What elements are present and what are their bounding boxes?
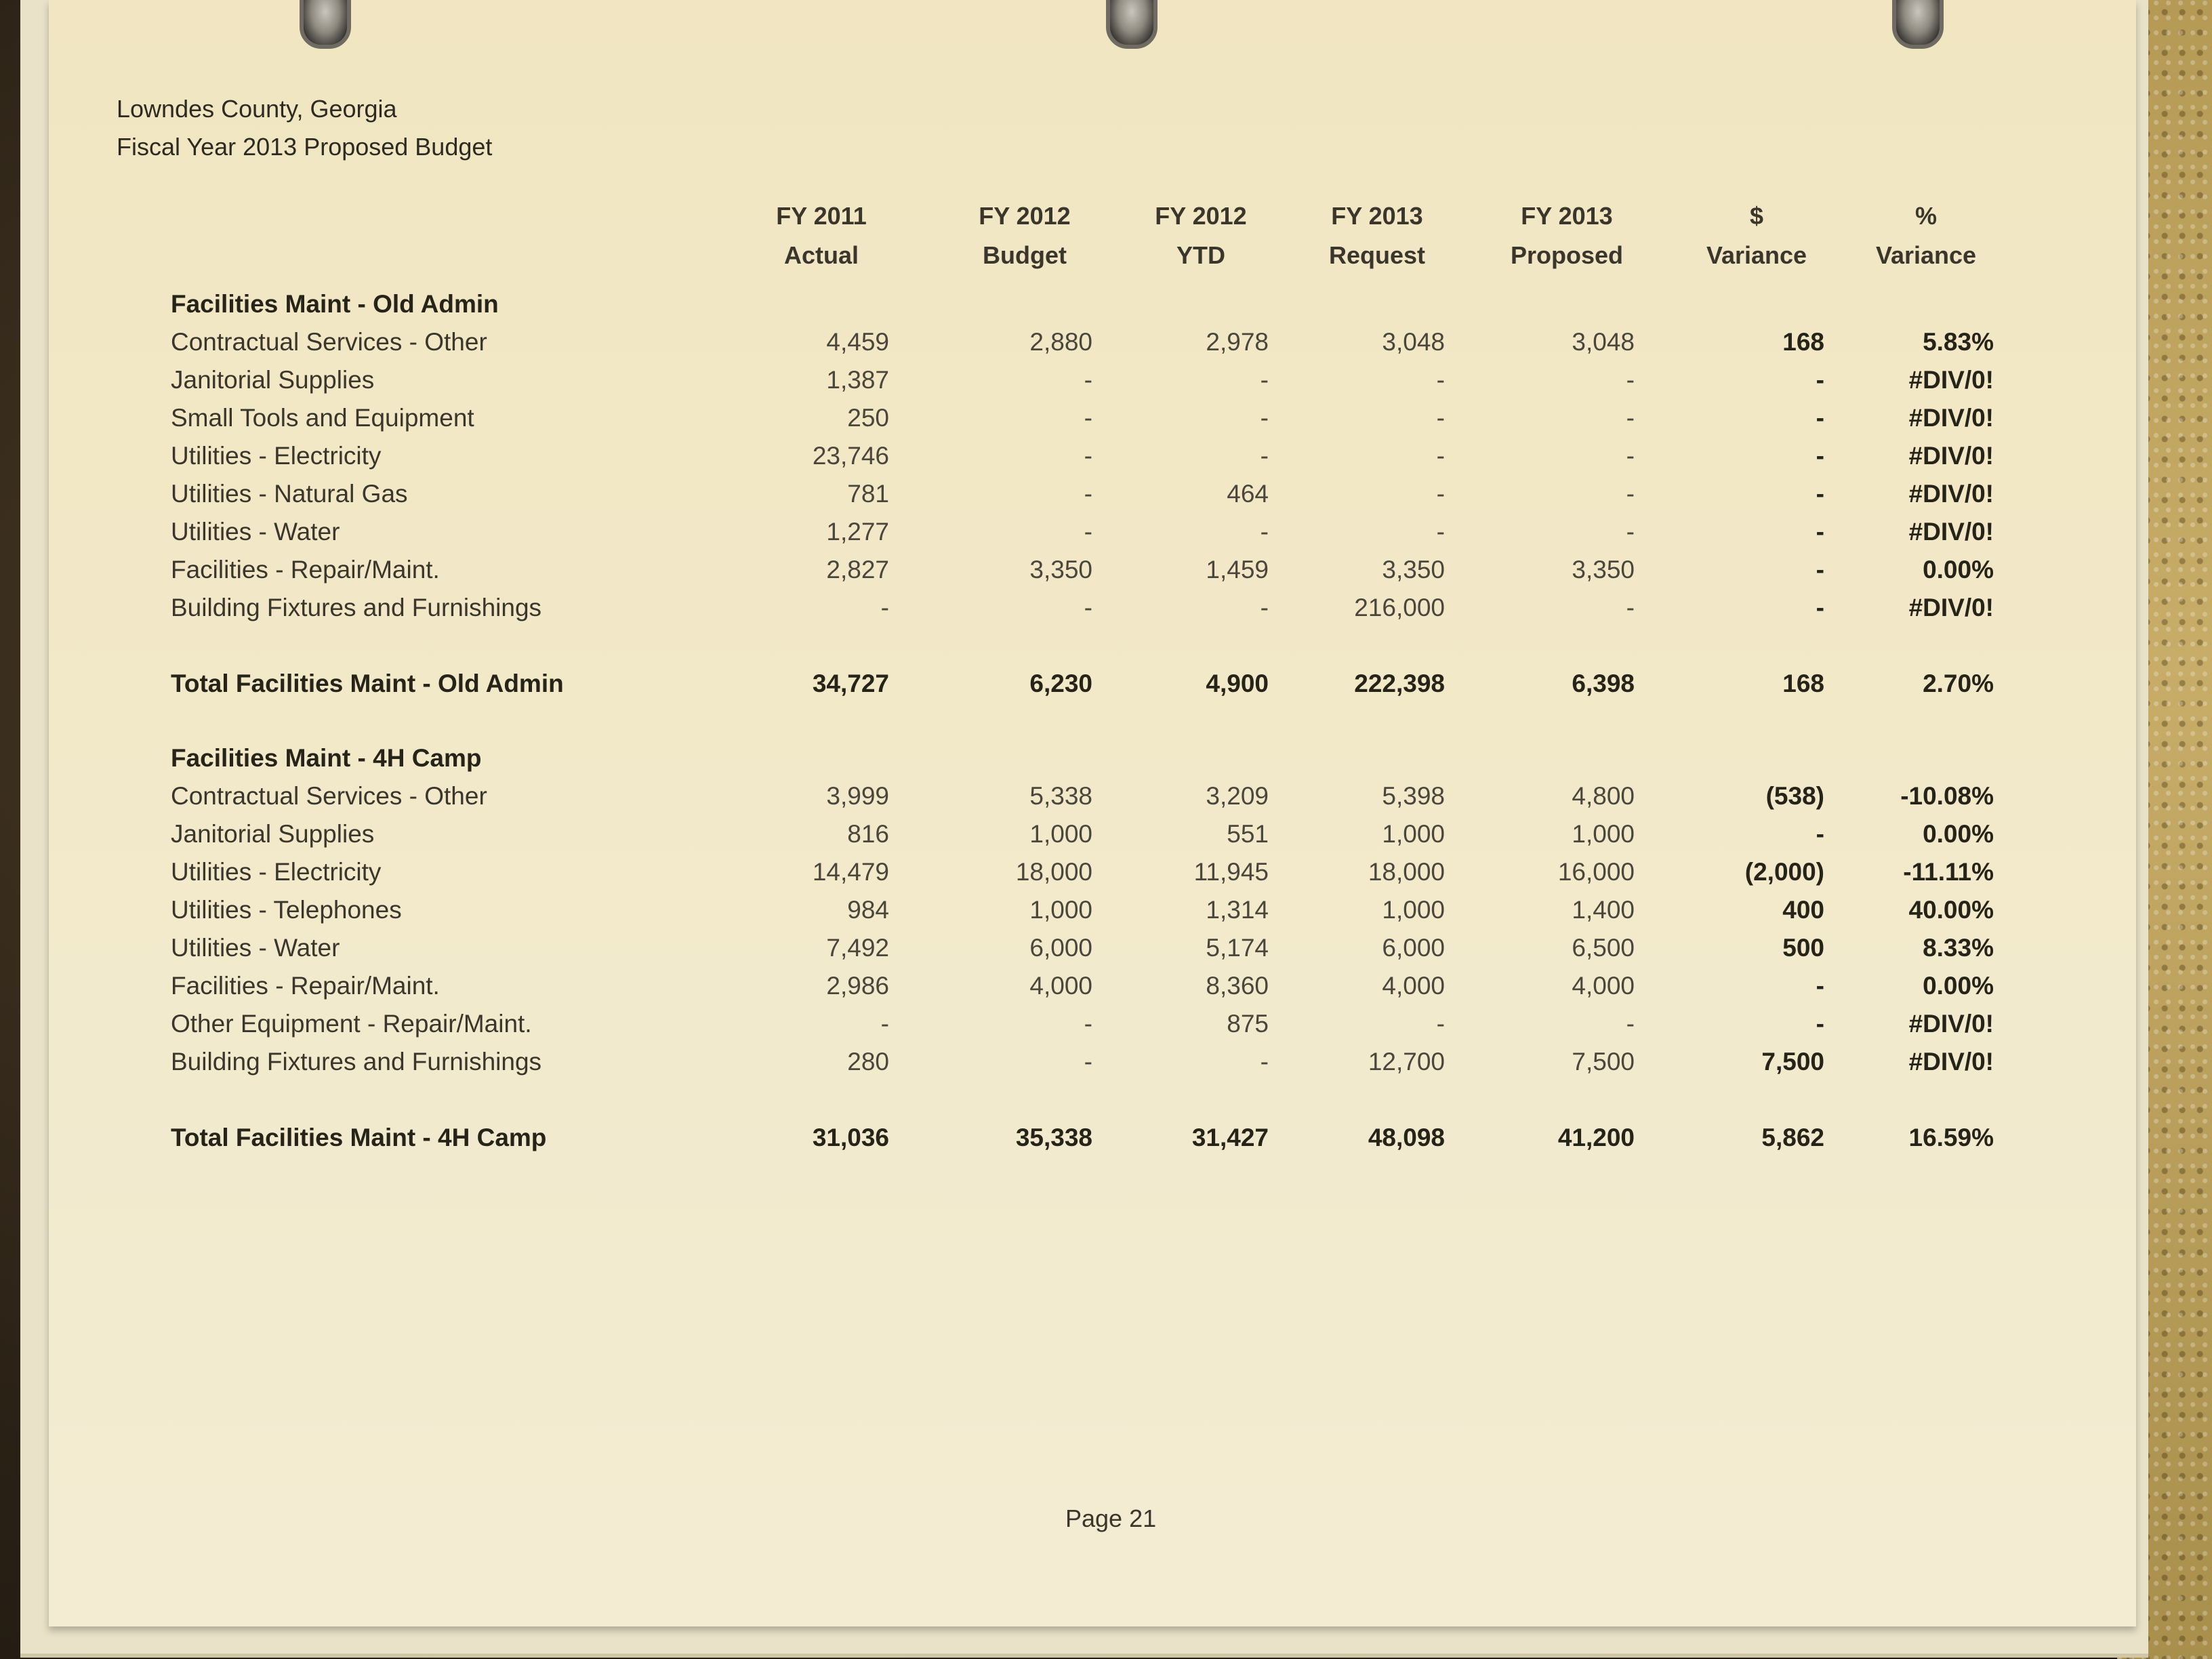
cell-col-3: - (1260, 442, 1269, 470)
cell-col-6: - (1816, 480, 1824, 508)
cell-col-4: 222,398 (1354, 670, 1445, 697)
cell-col-7: #DIV/0! (1908, 366, 1994, 394)
cell-col-6: - (1816, 404, 1824, 432)
cell-col-4: 6,000 (1382, 934, 1445, 962)
cell-col-4: 3,350 (1382, 556, 1445, 583)
row-label: Utilities - Natural Gas (171, 480, 408, 508)
column-header-4-line2: Request (1328, 241, 1426, 269)
cell-col-7: 0.00% (1923, 556, 1994, 583)
cell-col-5: 4,800 (1572, 782, 1635, 810)
cell-col-4: 1,000 (1382, 896, 1445, 924)
cell-col-4: 48,098 (1368, 1124, 1445, 1151)
cell-col-3: - (1260, 404, 1269, 432)
cell-col-2: 2,880 (1029, 328, 1092, 356)
row-label: Other Equipment - Repair/Maint. (171, 1010, 532, 1038)
table-row (49, 1004, 2136, 1044)
table-row (49, 323, 2136, 362)
row-label: Total Facilities Maint - 4H Camp (171, 1124, 547, 1151)
section-header-row (49, 285, 2136, 324)
cell-col-7: 40.00% (1908, 896, 1994, 924)
table-row (49, 1042, 2136, 1082)
column-header-6-line2: Variance (1706, 241, 1807, 269)
cell-col-2: 35,338 (1015, 1124, 1092, 1151)
cell-col-3: 875 (1227, 1010, 1269, 1038)
row-label: Building Fixtures and Furnishings (171, 1048, 542, 1076)
cell-col-1: 984 (847, 896, 889, 924)
binder-ring-icon (1106, 0, 1158, 49)
cell-col-5: 41,200 (1557, 1124, 1635, 1151)
column-header-3-line2: YTD (1176, 241, 1225, 269)
cell-col-1: 7,492 (826, 934, 889, 962)
cell-col-3: 5,174 (1206, 934, 1269, 962)
cell-col-5: 3,048 (1572, 328, 1635, 356)
cell-col-5: - (1626, 366, 1635, 394)
page-stack (20, 0, 2148, 1658)
cell-col-3: 11,945 (1193, 858, 1269, 886)
cell-col-2: - (1084, 366, 1092, 394)
cell-col-7: -11.11% (1903, 858, 1994, 886)
cell-col-2: - (1084, 442, 1092, 470)
binder-ring-icon (300, 0, 351, 49)
row-label: Utilities - Electricity (171, 858, 382, 886)
cell-col-2: 6,230 (1029, 670, 1092, 697)
row-label: Utilities - Water (171, 934, 340, 962)
cell-col-1: 280 (847, 1048, 889, 1076)
cell-col-2: - (1084, 594, 1092, 621)
cell-col-5: 6,500 (1572, 934, 1635, 962)
cell-col-3: 551 (1227, 820, 1269, 848)
cell-col-6: 5,862 (1761, 1124, 1824, 1151)
cell-col-3: - (1260, 594, 1269, 621)
cell-col-4: 18,000 (1368, 858, 1445, 886)
cell-col-3: 464 (1227, 480, 1269, 508)
cell-col-3: 1,314 (1206, 896, 1269, 924)
cell-col-7: 5.83% (1923, 328, 1994, 356)
cell-col-5: 7,500 (1572, 1048, 1635, 1076)
cell-col-5: - (1626, 480, 1635, 508)
column-header-2-line2: Budget (983, 241, 1067, 269)
cell-col-6: - (1816, 820, 1824, 848)
row-label: Utilities - Telephones (171, 896, 402, 924)
cell-col-4: - (1436, 518, 1445, 546)
document-title: Fiscal Year 2013 Proposed Budget (117, 133, 493, 161)
cell-col-1: - (880, 594, 889, 621)
cell-col-1: 1,277 (826, 518, 889, 546)
cell-col-1: 4,459 (826, 328, 889, 356)
column-header-6-line1: $ (1749, 202, 1764, 230)
cell-col-6: 168 (1782, 670, 1824, 697)
row-label: Janitorial Supplies (171, 820, 375, 848)
table-row (49, 928, 2136, 968)
table-row (49, 361, 2136, 400)
row-label: Facilities Maint - 4H Camp (171, 744, 482, 772)
column-header-5-line2: Proposed (1510, 241, 1624, 269)
cell-col-1: 23,746 (812, 442, 889, 470)
cell-col-2: 6,000 (1029, 934, 1092, 962)
cell-col-7: #DIV/0! (1908, 442, 1994, 470)
cell-col-2: - (1084, 1048, 1092, 1076)
cell-col-6: (2,000) (1744, 858, 1824, 886)
cell-col-5: 6,398 (1572, 670, 1635, 697)
page-number: Page 21 (1065, 1504, 1157, 1532)
cell-col-6: - (1816, 518, 1824, 546)
cell-col-2: 3,350 (1029, 556, 1092, 583)
cell-col-4: - (1436, 404, 1445, 432)
column-header-3-line1: FY 2012 (1155, 202, 1247, 230)
cell-col-4: 12,700 (1368, 1048, 1445, 1076)
row-label: Building Fixtures and Furnishings (171, 594, 542, 621)
table-row (49, 815, 2136, 854)
total-row (49, 664, 2136, 703)
cell-col-6: - (1816, 972, 1824, 1000)
org-name: Lowndes County, Georgia (117, 95, 397, 123)
cell-col-3: 2,978 (1206, 328, 1269, 356)
cell-col-6: 168 (1782, 328, 1824, 356)
cell-col-6: - (1816, 556, 1824, 583)
row-label: Janitorial Supplies (171, 366, 375, 394)
cell-col-4: - (1436, 1010, 1445, 1038)
cell-col-7: 8.33% (1923, 934, 1994, 962)
row-label: Contractual Services - Other (171, 782, 487, 810)
table-row (49, 890, 2136, 930)
row-label: Facilities - Repair/Maint. (171, 972, 440, 1000)
cell-col-1: 31,036 (812, 1124, 889, 1151)
cell-col-2: - (1084, 518, 1092, 546)
cell-col-5: 3,350 (1572, 556, 1635, 583)
cell-col-3: 1,459 (1206, 556, 1269, 583)
cell-col-6: - (1816, 594, 1824, 621)
cell-col-6: - (1816, 1010, 1824, 1038)
cell-col-3: 31,427 (1191, 1124, 1269, 1151)
table-row (49, 436, 2136, 476)
cell-col-1: 250 (847, 404, 889, 432)
table-row (49, 474, 2136, 514)
cell-col-7: -10.08% (1900, 782, 1994, 810)
row-label: Utilities - Water (171, 518, 340, 546)
cell-col-6: 400 (1782, 896, 1824, 924)
cell-col-3: - (1260, 366, 1269, 394)
table-row (49, 777, 2136, 816)
cell-col-4: 1,000 (1382, 820, 1445, 848)
cell-col-2: 5,338 (1029, 782, 1092, 810)
column-header-7-line1: % (1914, 202, 1937, 230)
cell-col-7: #DIV/0! (1908, 1010, 1994, 1038)
cell-col-1: 14,479 (812, 858, 889, 886)
cell-col-6: - (1816, 442, 1824, 470)
row-label: Small Tools and Equipment (171, 404, 474, 432)
cell-col-5: - (1626, 404, 1635, 432)
cell-col-7: 16.59% (1908, 1124, 1994, 1151)
cell-col-4: - (1436, 442, 1445, 470)
cell-col-3: 8,360 (1206, 972, 1269, 1000)
cell-col-5: - (1626, 518, 1635, 546)
cell-col-1: - (880, 1010, 889, 1038)
column-header-5-line1: FY 2013 (1521, 202, 1613, 230)
cell-col-3: - (1260, 1048, 1269, 1076)
row-label: Utilities - Electricity (171, 442, 382, 470)
cell-col-1: 2,986 (826, 972, 889, 1000)
row-label: Total Facilities Maint - Old Admin (171, 670, 564, 697)
cell-col-4: 3,048 (1382, 328, 1445, 356)
table-row (49, 853, 2136, 892)
cell-col-5: - (1626, 1010, 1635, 1038)
cell-col-5: - (1626, 442, 1635, 470)
row-label: Facilities Maint - Old Admin (171, 290, 499, 318)
row-label: Contractual Services - Other (171, 328, 487, 356)
cell-col-4: - (1436, 480, 1445, 508)
cell-col-1: 2,827 (826, 556, 889, 583)
row-label: Facilities - Repair/Maint. (171, 556, 440, 583)
cell-col-4: 216,000 (1354, 594, 1445, 621)
cell-col-4: 5,398 (1382, 782, 1445, 810)
column-header-1-line2: Actual (783, 241, 859, 269)
document-page (49, 0, 2136, 1626)
cell-col-1: 1,387 (826, 366, 889, 394)
cell-col-5: 16,000 (1557, 858, 1635, 886)
cell-col-7: #DIV/0! (1908, 480, 1994, 508)
cell-col-4: - (1436, 366, 1445, 394)
cell-col-6: - (1816, 366, 1824, 394)
cell-col-7: 2.70% (1923, 670, 1994, 697)
table-row (49, 398, 2136, 438)
cell-col-1: 34,727 (812, 670, 889, 697)
column-header-2-line1: FY 2012 (979, 202, 1071, 230)
table-row (49, 588, 2136, 628)
cell-col-5: - (1626, 594, 1635, 621)
binder-ring-icon (1892, 0, 1944, 49)
cell-col-7: #DIV/0! (1908, 518, 1994, 546)
cell-col-2: - (1084, 480, 1092, 508)
table-row (49, 550, 2136, 590)
cell-col-7: 0.00% (1923, 972, 1994, 1000)
cell-col-5: 1,000 (1572, 820, 1635, 848)
cell-col-2: - (1084, 1010, 1092, 1038)
cell-col-7: #DIV/0! (1908, 1048, 1994, 1076)
column-header-1-line1: FY 2011 (776, 202, 867, 230)
cell-col-2: 4,000 (1029, 972, 1092, 1000)
cell-col-4: 4,000 (1382, 972, 1445, 1000)
cell-col-6: 500 (1782, 934, 1824, 962)
cell-col-1: 816 (847, 820, 889, 848)
cell-col-2: 18,000 (1015, 858, 1092, 886)
cell-col-5: 1,400 (1572, 896, 1635, 924)
cell-col-2: 1,000 (1029, 896, 1092, 924)
cell-col-2: - (1084, 404, 1092, 432)
column-header-7-line2: Variance (1875, 241, 1977, 269)
cell-col-6: 7,500 (1761, 1048, 1824, 1076)
cell-col-7: #DIV/0! (1908, 594, 1994, 621)
cell-col-7: 0.00% (1923, 820, 1994, 848)
total-row (49, 1118, 2136, 1158)
cell-col-7: #DIV/0! (1908, 404, 1994, 432)
table-row (49, 512, 2136, 552)
cell-col-1: 781 (847, 480, 889, 508)
cell-col-5: 4,000 (1572, 972, 1635, 1000)
table-row (49, 966, 2136, 1006)
column-header-4-line1: FY 2013 (1331, 202, 1423, 230)
section-header-row (49, 739, 2136, 778)
cell-col-1: 3,999 (826, 782, 889, 810)
cell-col-3: 3,209 (1206, 782, 1269, 810)
cell-col-3: 4,900 (1206, 670, 1269, 697)
cell-col-3: - (1260, 518, 1269, 546)
cell-col-2: 1,000 (1029, 820, 1092, 848)
cell-col-6: (538) (1765, 782, 1824, 810)
